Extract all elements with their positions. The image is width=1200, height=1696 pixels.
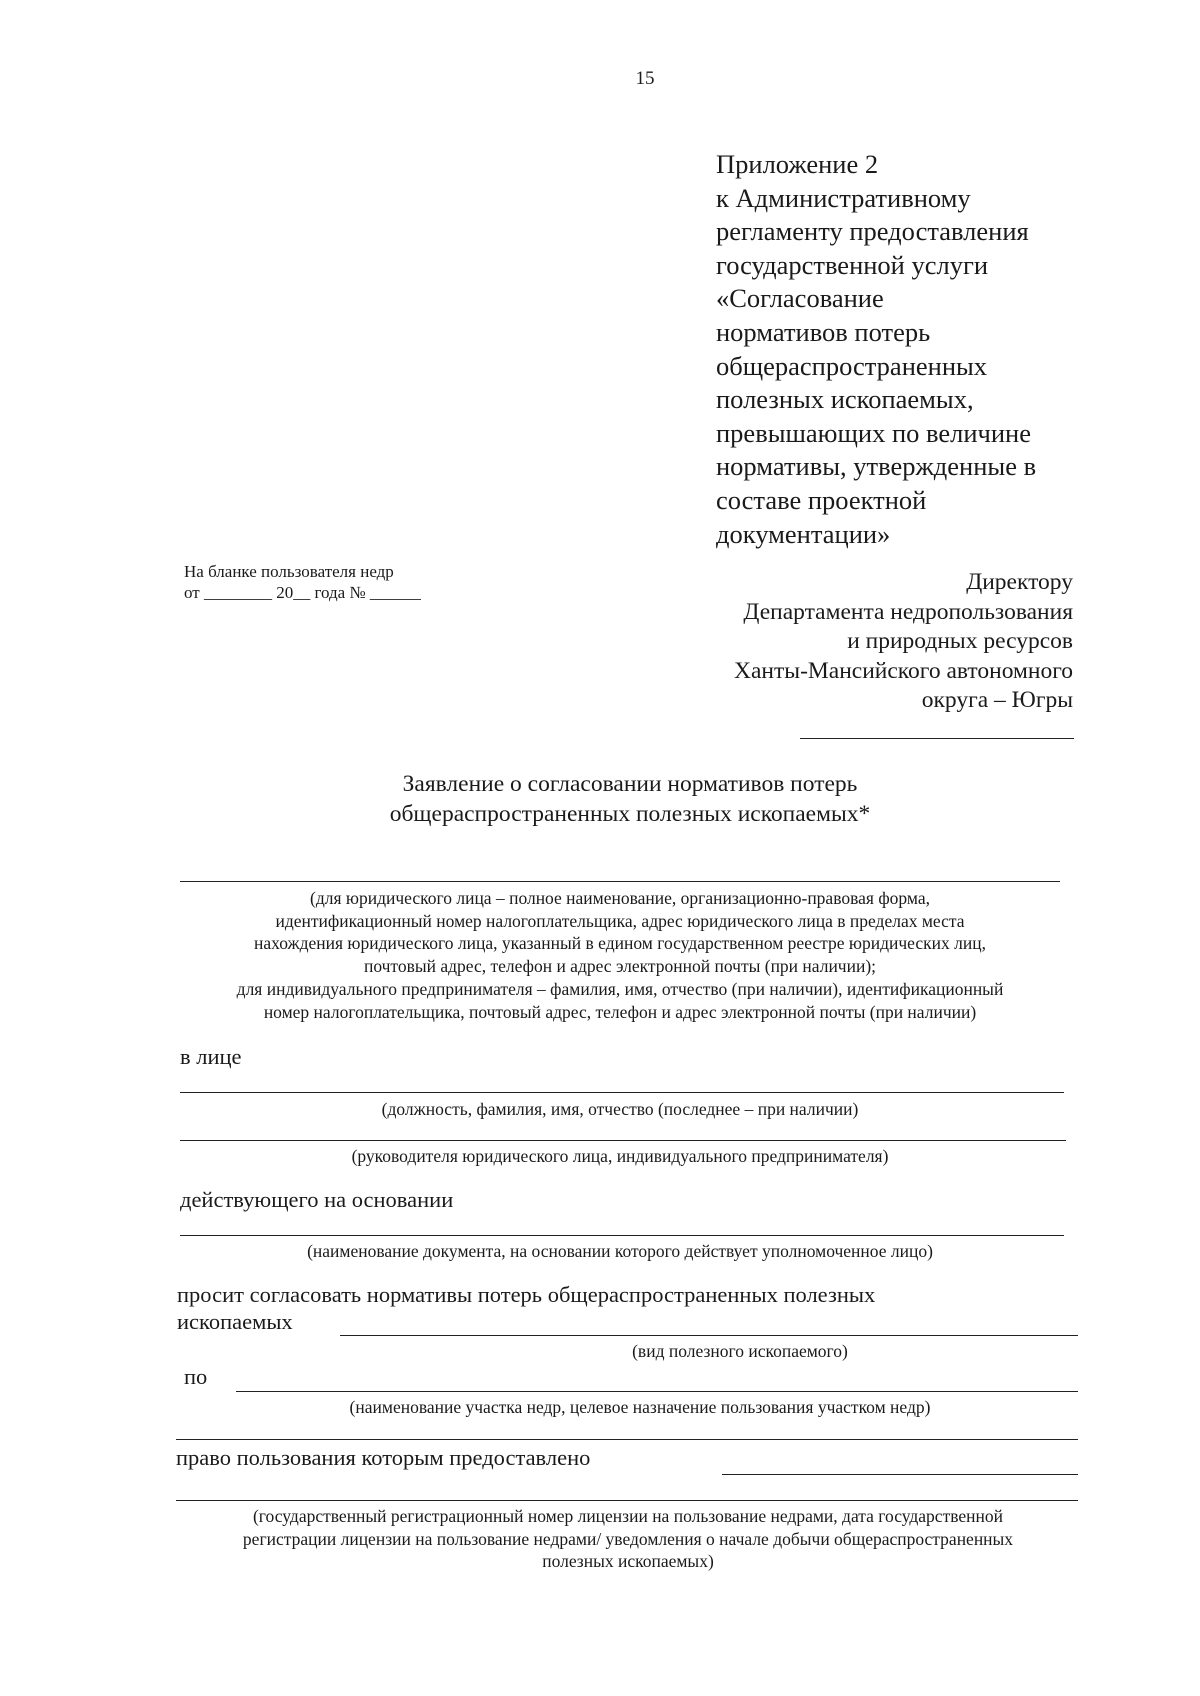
site-label: по: [184, 1364, 208, 1389]
addressee-signature-line: [800, 738, 1074, 739]
caption-line: (для юридического лица – полное наименование, организационно-правовая форма,: [310, 888, 930, 908]
request-text-mineral: ископаемых: [177, 1309, 293, 1334]
site-extra-fill-line: [176, 1439, 1078, 1440]
rights-fill-line: [722, 1474, 1078, 1475]
representative-fill-line: [180, 1092, 1064, 1093]
title-line: общераспространенных полезных ископаемых*: [389, 800, 871, 827]
basis-fill-line: [180, 1235, 1064, 1236]
rights-label: право пользования которым предоставлено: [176, 1445, 591, 1470]
request-text: просит согласовать нормативы потерь общераспространенных полезных: [177, 1282, 876, 1307]
appendix-line: составе проектной: [716, 484, 927, 515]
page-number: 15: [635, 68, 655, 89]
title-line: Заявление о согласовании нормативов потерь: [402, 771, 858, 797]
caption-line: нахождения юридического лица, указанный в едином государственном реестре юридических лиц,: [253, 933, 986, 954]
rights-fill-line-2: [176, 1500, 1078, 1501]
caption-line: полезных ископаемых): [542, 1551, 714, 1572]
represented-by-label: в лице: [180, 1044, 242, 1069]
applicant-caption: [170, 887, 1070, 1023]
addressee-line: Директору: [966, 569, 1073, 595]
basis-label: действующего на основании: [180, 1187, 454, 1212]
addressee-line: Ханты-Мансийского автономного: [734, 657, 1073, 684]
letterhead-note: [184, 561, 421, 603]
appendix-line: общераспространенных: [716, 350, 988, 381]
document-title: [310, 770, 950, 829]
site-caption: (наименование участка недр, целевое назначение пользования участком недр): [349, 1397, 931, 1417]
caption-line: (государственный регистрационный номер лицензии на пользование недрами, дата государственной: [252, 1506, 1003, 1526]
mineral-fill-line: [340, 1335, 1078, 1336]
addressee-line: и природных ресурсов: [847, 628, 1073, 655]
appendix-line: документации»: [716, 518, 891, 549]
appendix-line: к Административному: [716, 182, 971, 213]
addressee-line: Департамента недропользования: [743, 598, 1073, 625]
appendix-line: регламенту предоставления: [716, 216, 1029, 247]
representative-caption: (должность, фамилия, имя, отчество (последнее – при наличии): [381, 1099, 859, 1119]
addressee-line: округа – Югры: [921, 687, 1073, 714]
rights-caption: [170, 1505, 1086, 1573]
caption-line: номер налогоплательщика, почтовый адрес, телефон и адрес электронной почты (при наличии): [263, 1001, 977, 1022]
addressee-block: [734, 568, 1073, 716]
caption-line: идентификационный номер налогоплательщика, адрес юридического лица в пределах места: [275, 910, 965, 931]
appendix-line: Приложение 2: [716, 149, 879, 179]
representative-role-fill-line: [180, 1140, 1066, 1141]
mineral-caption: (вид полезного ископаемого): [632, 1341, 848, 1361]
appendix-line: нормативов потерь: [716, 316, 931, 347]
appendix-line: «Согласование: [716, 283, 884, 314]
caption-line: для индивидуального предпринимателя – фамилия, имя, отчество (при наличии), идентификационный: [236, 978, 1004, 999]
appendix-line: полезных ископаемых,: [716, 384, 974, 415]
caption-line: регистрации лицензии на пользование недрами/ уведомления о начале добычи общераспространенных: [242, 1528, 1014, 1549]
basis-caption: (наименование документа, на основании которого действует уполномоченное лицо): [307, 1241, 933, 1261]
caption-line: почтовый адрес, телефон и адрес электронной почты (при наличии);: [363, 956, 877, 977]
letterhead-date-line: от ________ 20__ года № ______: [184, 583, 421, 602]
letterhead-line: На бланке пользователя недр: [184, 562, 394, 581]
applicant-fill-line: [180, 881, 1060, 882]
appendix-line: государственной услуги: [716, 249, 989, 280]
representative-role-caption: (руководителя юридического лица, индивидуального предпринимателя): [351, 1146, 889, 1166]
appendix-note: [716, 148, 1036, 551]
appendix-line: превышающих по величине: [716, 417, 1031, 448]
site-fill-line: [236, 1391, 1078, 1392]
appendix-line: нормативы, утвержденные в: [716, 451, 1037, 482]
